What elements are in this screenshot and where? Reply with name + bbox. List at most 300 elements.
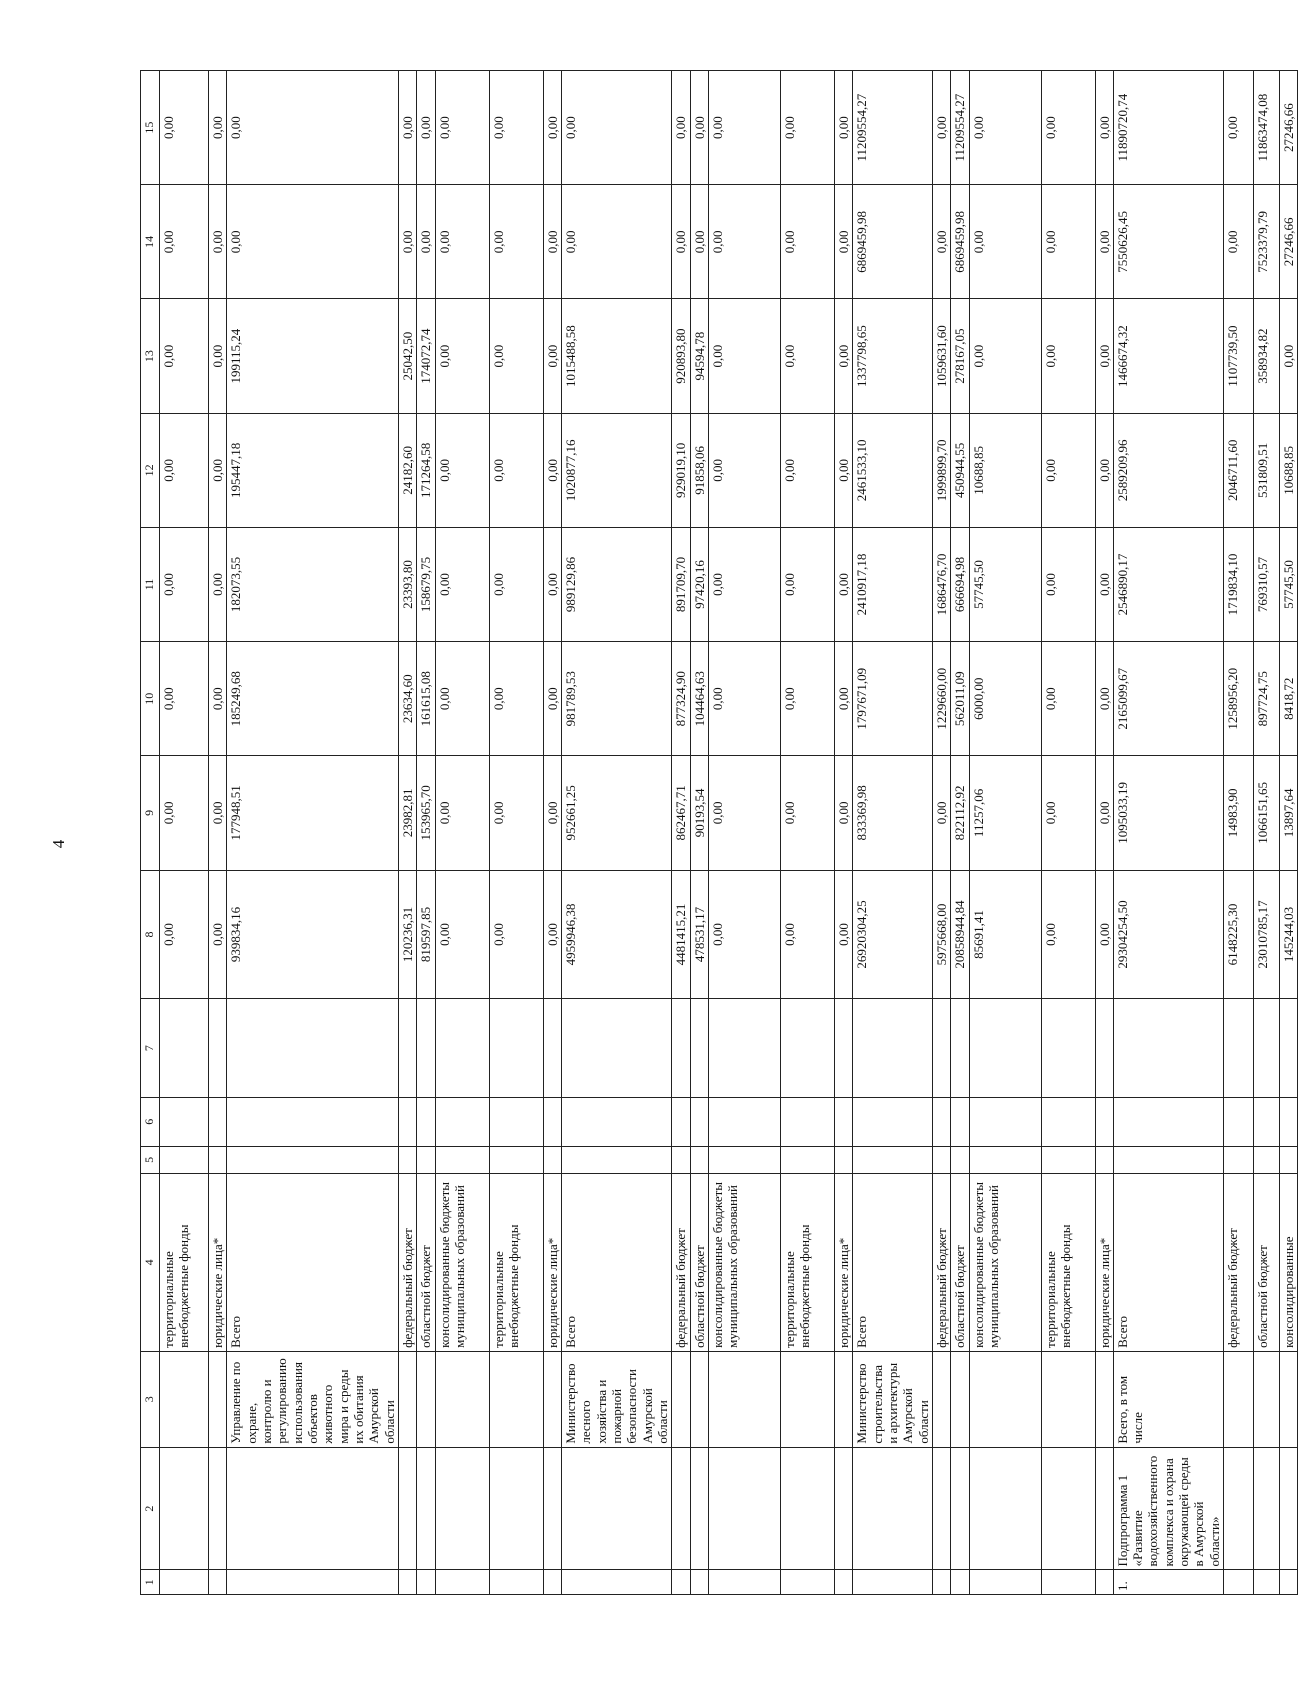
executor-cell <box>834 1351 852 1447</box>
value-cell: 11863474,08 <box>1254 71 1280 185</box>
value-cell: 0,00 <box>780 299 834 413</box>
value-cell: 0,00 <box>435 185 489 299</box>
value-cell: 0,00 <box>1041 870 1095 999</box>
value-cell: 0,00 <box>834 756 852 870</box>
table-row <box>708 71 780 1595</box>
value-cell: 0,00 <box>834 642 852 756</box>
empty-cell <box>209 1097 227 1146</box>
value-cell: 1107739,50 <box>1224 299 1254 413</box>
empty-cell <box>932 1146 950 1173</box>
empty-cell <box>834 1097 852 1146</box>
executor-cell <box>1280 1351 1298 1447</box>
value-cell: 0,00 <box>435 527 489 641</box>
value-cell: 0,00 <box>543 185 561 299</box>
empty-cell <box>708 1097 780 1146</box>
value-cell: 0,00 <box>209 71 227 185</box>
value-cell: 199115,24 <box>227 299 399 413</box>
header-cell: 2 <box>141 1447 160 1570</box>
value-cell: 23010785,17 <box>1254 870 1280 999</box>
value-cell: 0,00 <box>543 413 561 527</box>
empty-cell <box>1095 1097 1113 1146</box>
value-cell: 11257,06 <box>969 756 1041 870</box>
program-name-cell <box>160 1447 209 1570</box>
value-cell: 1686476,70 <box>932 527 950 641</box>
value-cell: 1719834,10 <box>1224 527 1254 641</box>
value-cell: 819597,85 <box>417 870 435 999</box>
value-cell: 145244,03 <box>1280 870 1298 999</box>
funding-source-cell: юридические лица* <box>209 1173 227 1351</box>
value-cell: 2165099,67 <box>1113 642 1223 756</box>
program-name-cell <box>780 1447 834 1570</box>
empty-cell <box>227 1097 399 1146</box>
header-cell: 1 <box>141 1570 160 1595</box>
header-cell: 12 <box>141 413 160 527</box>
value-cell: 0,00 <box>398 71 416 185</box>
executor-cell: Министерство строительства и архитектуры Амурской области <box>853 1351 933 1447</box>
empty-cell <box>853 1097 933 1146</box>
value-cell: 6869459,98 <box>853 185 933 299</box>
value-cell: 6000,00 <box>969 642 1041 756</box>
executor-cell <box>708 1351 780 1447</box>
value-cell: 5975668,00 <box>932 870 950 999</box>
program-name-cell <box>227 1447 399 1570</box>
row-number-cell <box>489 1570 543 1595</box>
program-name-cell <box>1095 1447 1113 1570</box>
value-cell: 0,00 <box>780 642 834 756</box>
value-cell: 450944,55 <box>951 413 969 527</box>
empty-cell <box>398 999 416 1097</box>
value-cell: 0,00 <box>543 756 561 870</box>
executor-cell: Министерство лесного хозяйства и пожарной безопасности Амурской области <box>561 1351 671 1447</box>
value-cell: 91858,06 <box>690 413 708 527</box>
value-cell: 1466674,32 <box>1113 299 1223 413</box>
funding-source-cell: Всего <box>853 1173 933 1351</box>
empty-cell <box>1224 999 1254 1097</box>
value-cell: 0,00 <box>209 413 227 527</box>
header-cell: 4 <box>141 1173 160 1351</box>
value-cell: 0,00 <box>708 185 780 299</box>
value-cell: 1059631,60 <box>932 299 950 413</box>
row-number-cell <box>834 1570 852 1595</box>
empty-cell <box>561 1097 671 1146</box>
empty-cell <box>780 1146 834 1173</box>
value-cell: 182073,55 <box>227 527 399 641</box>
value-cell: 90193,54 <box>690 756 708 870</box>
program-name-cell <box>1224 1447 1254 1570</box>
empty-cell <box>1113 999 1223 1097</box>
funding-source-cell: юридические лица* <box>1095 1173 1113 1351</box>
funding-source-cell: Всего <box>227 1173 399 1351</box>
value-cell: 0,00 <box>489 756 543 870</box>
funding-source-cell: Всего <box>1113 1173 1223 1351</box>
header-cell: 13 <box>141 299 160 413</box>
value-cell: 4959946,38 <box>561 870 671 999</box>
program-name-cell <box>417 1447 435 1570</box>
value-cell: 25042,50 <box>398 299 416 413</box>
empty-cell <box>690 999 708 1097</box>
row-number-cell: 1. <box>1113 1570 1223 1595</box>
program-name-cell <box>708 1447 780 1570</box>
value-cell: 0,00 <box>969 71 1041 185</box>
empty-cell <box>417 999 435 1097</box>
empty-cell <box>1224 1146 1254 1173</box>
value-cell: 0,00 <box>435 756 489 870</box>
table-row <box>543 71 561 1595</box>
value-cell: 2461533,10 <box>853 413 933 527</box>
empty-cell <box>1095 999 1113 1097</box>
value-cell: 7523379,79 <box>1254 185 1280 299</box>
empty-cell <box>969 999 1041 1097</box>
value-cell: 1066151,65 <box>1254 756 1280 870</box>
value-cell: 0,00 <box>561 71 671 185</box>
table-row <box>834 71 852 1595</box>
value-cell: 478531,17 <box>690 870 708 999</box>
value-cell: 877324,90 <box>672 642 690 756</box>
program-name-cell <box>1280 1447 1298 1570</box>
empty-cell <box>780 1097 834 1146</box>
value-cell: 562011,09 <box>951 642 969 756</box>
table-row <box>1254 71 1280 1595</box>
value-cell: 0,00 <box>435 413 489 527</box>
empty-cell <box>1113 1097 1223 1146</box>
empty-cell <box>1224 1097 1254 1146</box>
funding-source-cell: федеральный бюджет <box>398 1173 416 1351</box>
value-cell: 24182,60 <box>398 413 416 527</box>
value-cell: 0,00 <box>489 299 543 413</box>
executor-cell: Всего, в том числе <box>1113 1351 1223 1447</box>
funding-source-cell: юридические лица* <box>543 1173 561 1351</box>
table-row <box>969 71 1041 1595</box>
empty-cell <box>1254 1097 1280 1146</box>
value-cell: 26920304,25 <box>853 870 933 999</box>
value-cell: 0,00 <box>160 642 209 756</box>
value-cell: 0,00 <box>489 642 543 756</box>
budget-table <box>140 70 1298 1595</box>
value-cell: 0,00 <box>834 299 852 413</box>
value-cell: 1999899,70 <box>932 413 950 527</box>
value-cell: 531809,51 <box>1254 413 1280 527</box>
value-cell: 7550626,45 <box>1113 185 1223 299</box>
header-cell: 7 <box>141 999 160 1097</box>
empty-cell <box>543 1146 561 1173</box>
value-cell: 4481415,21 <box>672 870 690 999</box>
value-cell: 0,00 <box>435 299 489 413</box>
executor-cell <box>417 1351 435 1447</box>
value-cell: 0,00 <box>417 185 435 299</box>
value-cell: 185249,68 <box>227 642 399 756</box>
value-cell: 0,00 <box>780 527 834 641</box>
value-cell: 0,00 <box>209 527 227 641</box>
value-cell: 158679,75 <box>417 527 435 641</box>
row-number-cell <box>708 1570 780 1595</box>
value-cell: 0,00 <box>209 756 227 870</box>
funding-source-cell: областной бюджет <box>1254 1173 1280 1351</box>
row-number-cell <box>969 1570 1041 1595</box>
value-cell: 161615,08 <box>417 642 435 756</box>
value-cell: 0,00 <box>1041 642 1095 756</box>
executor-cell <box>690 1351 708 1447</box>
value-cell: 11890720,74 <box>1113 71 1223 185</box>
empty-cell <box>1113 1146 1223 1173</box>
executor-cell <box>209 1351 227 1447</box>
value-cell: 0,00 <box>435 642 489 756</box>
executor-cell <box>780 1351 834 1447</box>
header-cell: 5 <box>141 1146 160 1173</box>
program-name-cell <box>489 1447 543 1570</box>
value-cell: 2546890,17 <box>1113 527 1223 641</box>
value-cell: 20858944,84 <box>951 870 969 999</box>
empty-cell <box>209 1146 227 1173</box>
row-number-cell <box>209 1570 227 1595</box>
value-cell: 0,00 <box>1095 299 1113 413</box>
row-number-cell <box>1224 1570 1254 1595</box>
value-cell: 822112,92 <box>951 756 969 870</box>
value-cell: 104464,63 <box>690 642 708 756</box>
funding-source-cell: консолидированные бюджеты муниципальных образований <box>435 1173 489 1351</box>
value-cell: 0,00 <box>708 299 780 413</box>
table-row <box>209 71 227 1595</box>
value-cell: 0,00 <box>1095 527 1113 641</box>
row-number-cell <box>543 1570 561 1595</box>
funding-source-cell: областной бюджет <box>951 1173 969 1351</box>
table-row <box>1113 71 1223 1595</box>
page-number: 4 <box>49 839 68 849</box>
value-cell: 0,00 <box>1041 527 1095 641</box>
program-name-cell <box>435 1447 489 1570</box>
value-cell: 0,00 <box>780 870 834 999</box>
empty-cell <box>932 1097 950 1146</box>
value-cell: 11209554,27 <box>853 71 933 185</box>
value-cell: 6869459,98 <box>951 185 969 299</box>
program-name-cell <box>1254 1447 1280 1570</box>
header-cell: 11 <box>141 527 160 641</box>
value-cell: 862467,71 <box>672 756 690 870</box>
value-cell: 0,00 <box>209 870 227 999</box>
row-number-cell <box>932 1570 950 1595</box>
value-cell: 0,00 <box>435 71 489 185</box>
value-cell: 171264,58 <box>417 413 435 527</box>
funding-source-cell: федеральный бюджет <box>932 1173 950 1351</box>
empty-cell <box>672 999 690 1097</box>
funding-source-cell: территориальные внебюджетные фонды <box>160 1173 209 1351</box>
program-name-cell <box>969 1447 1041 1570</box>
header-cell: 6 <box>141 1097 160 1146</box>
empty-cell <box>672 1097 690 1146</box>
value-cell: 981789,53 <box>561 642 671 756</box>
table-row <box>417 71 435 1595</box>
value-cell: 0,00 <box>834 870 852 999</box>
value-cell: 23634,60 <box>398 642 416 756</box>
value-cell: 0,00 <box>1224 71 1254 185</box>
value-cell: 0,00 <box>708 642 780 756</box>
value-cell: 85691,41 <box>969 870 1041 999</box>
value-cell: 0,00 <box>672 185 690 299</box>
executor-cell <box>1041 1351 1095 1447</box>
value-cell: 0,00 <box>160 870 209 999</box>
executor-cell <box>951 1351 969 1447</box>
value-cell: 278167,05 <box>951 299 969 413</box>
funding-source-cell: федеральный бюджет <box>672 1173 690 1351</box>
program-name-cell <box>932 1447 950 1570</box>
value-cell: 23982,81 <box>398 756 416 870</box>
value-cell: 0,00 <box>160 413 209 527</box>
value-cell: 0,00 <box>1095 413 1113 527</box>
value-cell: 358934,82 <box>1254 299 1280 413</box>
header-cell: 14 <box>141 185 160 299</box>
program-name-cell <box>1041 1447 1095 1570</box>
table-row <box>489 71 543 1595</box>
value-cell: 0,00 <box>543 527 561 641</box>
value-cell: 27246,66 <box>1280 185 1298 299</box>
value-cell: 0,00 <box>209 642 227 756</box>
value-cell: 29304254,50 <box>1113 870 1223 999</box>
table-row <box>1095 71 1113 1595</box>
value-cell: 0,00 <box>1041 299 1095 413</box>
value-cell: 0,00 <box>708 71 780 185</box>
empty-cell <box>932 999 950 1097</box>
program-name-cell: Подпрограмма 1 «Развитие водохозяйственного комплекса и охрана окружающей среды в Амурской области» <box>1113 1447 1223 1570</box>
value-cell: 0,00 <box>932 71 950 185</box>
executor-cell <box>672 1351 690 1447</box>
empty-cell <box>543 999 561 1097</box>
table-row <box>853 71 933 1595</box>
empty-cell <box>489 1097 543 1146</box>
value-cell: 0,00 <box>780 413 834 527</box>
row-number-cell <box>398 1570 416 1595</box>
value-cell: 0,00 <box>1095 71 1113 185</box>
empty-cell <box>951 999 969 1097</box>
funding-source-cell: консолидированные бюджеты муниципальных образований <box>969 1173 1041 1351</box>
program-name-cell <box>398 1447 416 1570</box>
value-cell: 0,00 <box>834 185 852 299</box>
funding-source-cell: консолидированные бюджеты муниципальных образований <box>708 1173 780 1351</box>
value-cell: 0,00 <box>489 413 543 527</box>
empty-cell <box>1280 1146 1298 1173</box>
empty-cell <box>1095 1146 1113 1173</box>
value-cell: 0,00 <box>543 299 561 413</box>
program-name-cell <box>690 1447 708 1570</box>
empty-cell <box>969 1097 1041 1146</box>
empty-cell <box>708 1146 780 1173</box>
value-cell: 0,00 <box>932 185 950 299</box>
value-cell: 94594,78 <box>690 299 708 413</box>
value-cell: 0,00 <box>561 185 671 299</box>
empty-cell <box>209 999 227 1097</box>
row-number-cell <box>561 1570 671 1595</box>
row-number-cell <box>160 1570 209 1595</box>
value-cell: 0,00 <box>708 413 780 527</box>
value-cell: 0,00 <box>160 71 209 185</box>
value-cell: 0,00 <box>834 71 852 185</box>
value-cell: 195447,18 <box>227 413 399 527</box>
program-name-cell <box>672 1447 690 1570</box>
value-cell: 0,00 <box>780 185 834 299</box>
value-cell: 0,00 <box>1041 413 1095 527</box>
empty-cell <box>853 999 933 1097</box>
empty-cell <box>1254 1146 1280 1173</box>
value-cell: 0,00 <box>780 756 834 870</box>
value-cell: 897724,75 <box>1254 642 1280 756</box>
empty-cell <box>227 1146 399 1173</box>
empty-cell <box>227 999 399 1097</box>
value-cell: 0,00 <box>417 71 435 185</box>
empty-cell <box>708 999 780 1097</box>
table-row <box>227 71 399 1595</box>
table-row <box>1224 71 1254 1595</box>
executor-cell <box>932 1351 950 1447</box>
empty-cell <box>1041 999 1095 1097</box>
program-name-cell <box>561 1447 671 1570</box>
empty-cell <box>398 1146 416 1173</box>
value-cell: 0,00 <box>160 527 209 641</box>
value-cell: 27246,66 <box>1280 71 1298 185</box>
empty-cell <box>834 1146 852 1173</box>
empty-cell <box>1280 1097 1298 1146</box>
executor-cell <box>1224 1351 1254 1447</box>
header-cell: 9 <box>141 756 160 870</box>
value-cell: 0,00 <box>708 756 780 870</box>
value-cell: 0,00 <box>969 299 1041 413</box>
row-number-cell <box>1095 1570 1113 1595</box>
value-cell: 13897,64 <box>1280 756 1298 870</box>
value-cell: 97420,16 <box>690 527 708 641</box>
value-cell: 0,00 <box>489 71 543 185</box>
value-cell: 0,00 <box>708 527 780 641</box>
value-cell: 8418,72 <box>1280 642 1298 756</box>
empty-cell <box>969 1146 1041 1173</box>
empty-cell <box>1280 999 1298 1097</box>
value-cell: 1095033,19 <box>1113 756 1223 870</box>
funding-source-cell: консолидированные <box>1280 1173 1298 1351</box>
empty-cell <box>1041 1146 1095 1173</box>
value-cell: 0,00 <box>1095 756 1113 870</box>
value-cell: 10688,85 <box>1280 413 1298 527</box>
value-cell: 6148225,30 <box>1224 870 1254 999</box>
value-cell: 1020877,16 <box>561 413 671 527</box>
empty-cell <box>489 999 543 1097</box>
value-cell: 1015488,58 <box>561 299 671 413</box>
row-number-cell <box>853 1570 933 1595</box>
header-cell: 10 <box>141 642 160 756</box>
value-cell: 939834,16 <box>227 870 399 999</box>
value-cell: 0,00 <box>209 299 227 413</box>
funding-source-cell: территориальные внебюджетные фонды <box>780 1173 834 1351</box>
value-cell: 0,00 <box>543 870 561 999</box>
value-cell: 0,00 <box>834 527 852 641</box>
value-cell: 952661,25 <box>561 756 671 870</box>
value-cell: 0,00 <box>489 185 543 299</box>
empty-cell <box>690 1146 708 1173</box>
program-name-cell <box>543 1447 561 1570</box>
row-number-cell <box>951 1570 969 1595</box>
value-cell: 2410917,18 <box>853 527 933 641</box>
empty-cell <box>853 1146 933 1173</box>
table-row <box>780 71 834 1595</box>
empty-cell <box>561 999 671 1097</box>
table-row <box>1041 71 1095 1595</box>
funding-source-cell: областной бюджет <box>690 1173 708 1351</box>
value-cell: 23393,80 <box>398 527 416 641</box>
value-cell: 666694,98 <box>951 527 969 641</box>
executor-cell <box>543 1351 561 1447</box>
empty-cell <box>690 1097 708 1146</box>
header-row <box>141 71 160 1595</box>
value-cell: 0,00 <box>543 71 561 185</box>
row-number-cell <box>690 1570 708 1595</box>
value-cell: 1337798,65 <box>853 299 933 413</box>
program-name-cell <box>853 1447 933 1570</box>
value-cell: 0,00 <box>1095 642 1113 756</box>
